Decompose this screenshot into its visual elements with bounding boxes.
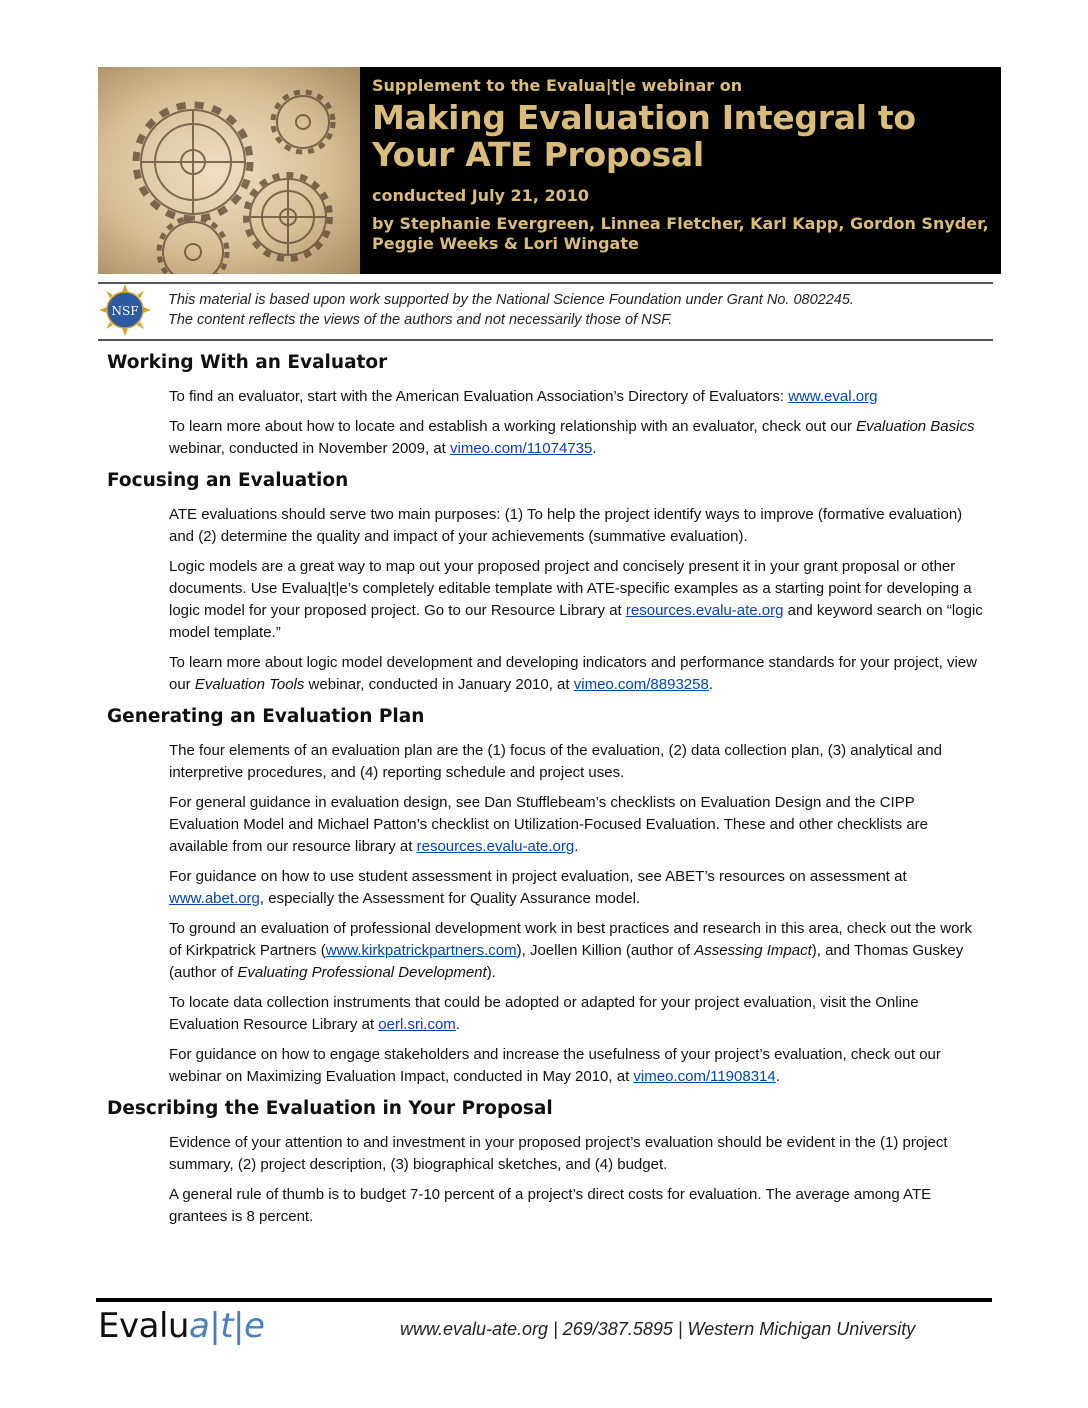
section-evaluation-plan [107,706,987,1088]
vimeo-impact-link[interactable]: vimeo.com/11908314 [633,1068,776,1085]
main-content [107,352,987,1238]
nsf-logo-text: NSF [111,304,139,318]
paragraph: To find an evaluator, start with the American Evaluation Association’s Directory of Evaluators: www.eval.org [169,388,878,405]
supplement-line: Supplement to the Evalua|t|e webinar on [372,76,743,95]
section-heading: Describing the Evaluation in Your Proposal [107,1098,553,1119]
section-working-with-evaluator [107,352,987,460]
banner-text [360,67,1001,274]
divider-nsf [98,339,993,341]
nsf-line-2: The content reflects the views of the authors and not necessarily those of NSF. [168,312,673,328]
page-title: Making Evaluation Integral to Your ATE Proposal [372,98,916,174]
paragraph: To learn more about how to locate and establish a working relationship with an evaluator, check out our Evaluation Basics webinar, conducted in November 2009, at vimeo.com/11074735. [169,418,975,457]
gears-illustration [98,67,360,274]
oerl-link[interactable]: oerl.sri.com [378,1016,456,1033]
evaluate-logo: Evalua|t|e [98,1306,265,1346]
paragraph: Evidence of your attention to and investment in your proposed project’s evaluation should be evident in the (1) project summary, (2) project description, (3) biographical sketches, and (4) budget. [169,1134,948,1173]
nsf-disclaimer [168,290,854,330]
kirkpatrick-link[interactable]: www.kirkpatrickpartners.com [325,942,517,959]
nsf-line-1: This material is based upon work supported by the National Science Foundation under Grant No. 0802245. [168,292,854,308]
authors-line: by Stephanie Evergreen, Linnea Fletcher, Karl Kapp, Gordon Snyder, Peggie Weeks & Lori Wingate [372,214,989,253]
header-banner [98,67,1001,274]
paragraph: ATE evaluations should serve two main purposes: (1) To help the project identify ways to improve (formative evaluation) and (2) determine the quality and impact of your achievements (summative evaluation). [169,506,963,545]
section-focusing-evaluation [107,470,987,696]
resources-link[interactable]: resources.evalu-ate.org [625,602,784,619]
paragraph: To locate data collection instruments that could be adopted or adapted for your project evaluation, visit the Online Evaluation Resource Library at oerl.sri.com. [169,994,919,1033]
vimeo-evaluation-basics-link[interactable]: vimeo.com/11074735 [450,440,593,457]
footer-contact: www.evalu-ate.org | 269/387.5895 | Western Michigan University [400,1319,916,1339]
gears-icon [98,67,360,274]
conducted-date: conducted July 21, 2010 [372,186,589,205]
abet-link[interactable]: www.abet.org [169,890,260,907]
paragraph: For guidance on how to engage stakeholders and increase the usefulness of your project’s evaluation, check out our webinar on Maximizing Evaluation Impact, conducted in May 2010, at vimeo.com/11908314. [169,1046,941,1085]
section-describing-evaluation [107,1098,987,1228]
footer-divider [96,1298,992,1302]
section-heading: Working With an Evaluator [107,352,388,373]
paragraph: To learn more about logic model development and developing indicators and performance standards for your project, view our Evaluation Tools webinar, conducted in January 2010, at vimeo.com/8893258. [169,654,977,693]
section-heading: Generating an Evaluation Plan [107,706,425,727]
paragraph: A general rule of thumb is to budget 7-10 percent of a project’s direct costs for evaluation. The average among ATE grantees is 8 percent. [169,1186,932,1225]
vimeo-evaluation-tools-link[interactable]: vimeo.com/8893258 [573,676,709,693]
paragraph: Logic models are a great way to map out your proposed project and concisely present it in your grant proposal or other documents. Use Evalua|t|e’s completely editable template with ATE-specific examples as a starting point for developing a logic model for your proposed project. Go to our Resource Library at resources.evalu-ate.org and keyword search on “logic model template.” [169,558,983,641]
paragraph: For guidance on how to use student assessment in project evaluation, see ABET’s resources on assessment at www.abet.org, especially the Assessment for Quality Assurance model. [169,868,907,907]
paragraph: For general guidance in evaluation design, see Dan Stufflebeam’s checklists on Evaluation Design and the CIPP Evaluation Model and Michael Patton’s checklist on Utilization-Focused Evaluation. These and other checklists are available from our resource library at resources.evalu-ate.org. [169,794,929,855]
divider-top [98,282,993,284]
paragraph: To ground an evaluation of professional development work in best practices and research in this area, check out the work of Kirkpatrick Partners (www.kirkpatrickpartners.com), Joellen Killion (author of Assessing Impact), and Thomas Guskey (author of Evaluating Professional Development). [169,920,972,981]
nsf-logo-icon [99,284,151,336]
eval-org-link[interactable]: www.eval.org [788,388,878,405]
paragraph: The four elements of an evaluation plan are the (1) focus of the evaluation, (2) data collection plan, (3) analytical and interpretive procedures, and (4) reporting schedule and project uses. [169,742,942,781]
resources-link[interactable]: resources.evalu-ate.org [416,838,575,855]
section-heading: Focusing an Evaluation [107,470,349,491]
